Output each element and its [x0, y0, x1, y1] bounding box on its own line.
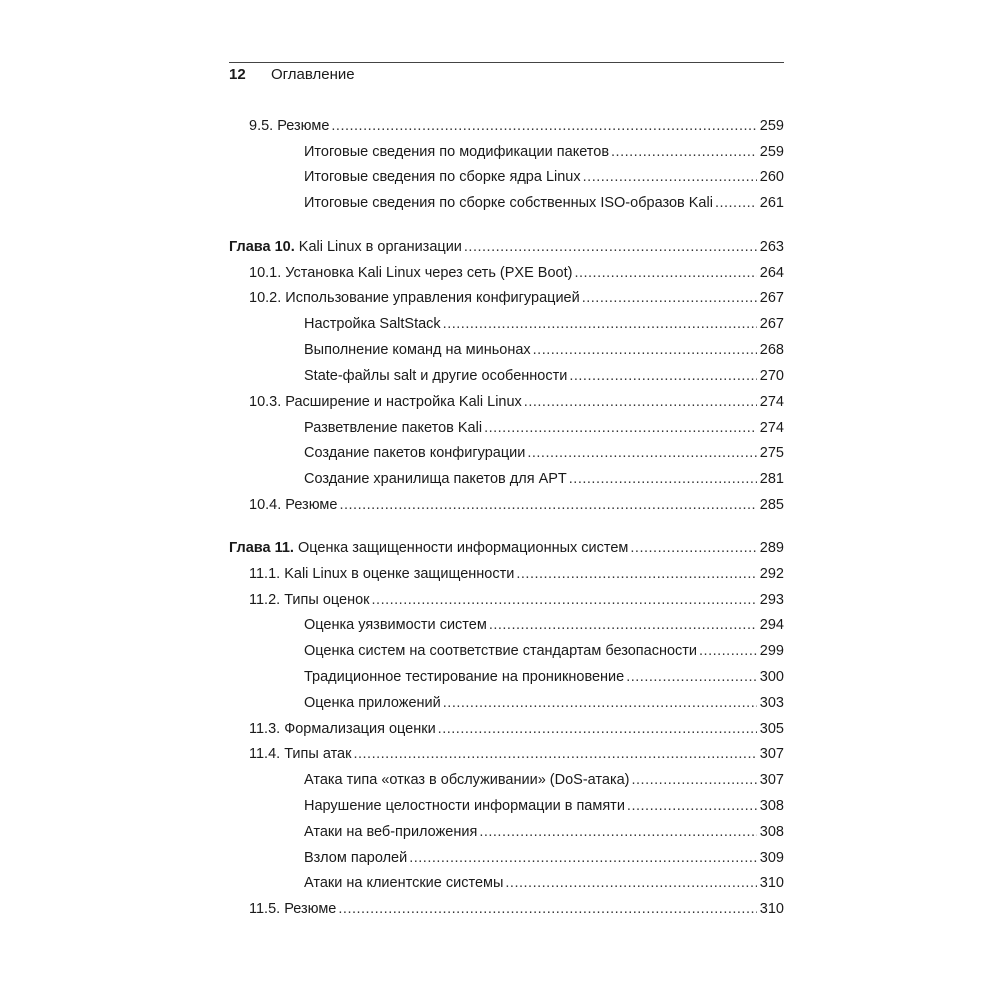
- toc-entry[interactable]: Традиционное тестирование на проникновение ..... 300: [304, 668, 784, 686]
- toc-entry[interactable]: 11.1. Kali Linux в оценке защищенности ..... 292: [249, 565, 784, 583]
- toc-entry[interactable]: Взлом паролей ..... 309: [304, 849, 784, 867]
- toc-entry[interactable]: 11.5. Резюме ..... 310: [249, 900, 784, 918]
- toc-entry[interactable]: Разветвление пакетов Kali ..... 274: [304, 419, 784, 437]
- page-number: 12: [229, 66, 246, 83]
- toc-entry[interactable]: Нарушение целостности информации в памяти ..... 308: [304, 797, 784, 815]
- toc-entry[interactable]: 10.2. Использование управления конфигурацией ..... 267: [249, 289, 784, 307]
- toc-entry[interactable]: Итоговые сведения по модификации пакетов ..... 259: [304, 143, 784, 161]
- toc-entry[interactable]: Атаки на веб-приложения ..... 308: [304, 823, 784, 841]
- chapter-title: Оценка защищенности информационных систем: [297, 540, 629, 556]
- chapter-number: Глава 10.: [229, 239, 295, 255]
- header-rule: [229, 62, 784, 63]
- toc-entry[interactable]: Настройка SaltStack ..... 267: [304, 315, 784, 333]
- toc-entry[interactable]: Атаки на клиентские системы ..... 310: [304, 874, 784, 892]
- toc-entry[interactable]: State-файлы salt и другие особенности ..... 270: [304, 367, 784, 385]
- toc-entry[interactable]: 10.3. Расширение и настройка Kali Linux ..... 274: [249, 393, 784, 411]
- toc-entry[interactable]: 11.2. Типы оценок ..... 293: [249, 591, 784, 609]
- chapter-number: Глава 11.: [229, 540, 294, 556]
- toc-entry[interactable]: 9.5. Резюме ..... 259: [249, 117, 784, 135]
- toc-entry[interactable]: Создание хранилища пакетов для APT ..... 281: [304, 470, 784, 488]
- running-header: [229, 66, 784, 86]
- toc-entry[interactable]: Оценка систем на соответствие стандартам безопасности ..... 299: [304, 642, 784, 660]
- toc-entry[interactable]: Выполнение команд на миньонах ..... 268: [304, 341, 784, 359]
- toc-entry[interactable]: Оценка уязвимости систем ..... 294: [304, 616, 784, 634]
- toc-entry[interactable]: Создание пакетов конфигурации ..... 275: [304, 444, 784, 462]
- toc-entry[interactable]: Оценка приложений ..... 303: [304, 694, 784, 712]
- chapter-title: Kali Linux в организации: [298, 239, 462, 255]
- toc-entry[interactable]: Итоговые сведения по сборке собственных ISO-образов Kali ..... 261: [304, 194, 784, 212]
- toc-entry[interactable]: 11.3. Формализация оценки ..... 305: [249, 720, 784, 738]
- toc-entry[interactable]: 11.4. Типы атак ..... 307: [249, 745, 784, 763]
- toc-chapter-entry[interactable]: Глава 11. Оценка защищенности информационных систем ..... 289: [229, 539, 784, 557]
- toc-entry[interactable]: Итоговые сведения по сборке ядра Linux ..... 260: [304, 168, 784, 186]
- toc-entry[interactable]: 10.4. Резюме ..... 285: [249, 496, 784, 514]
- toc-entry[interactable]: 10.1. Установка Kali Linux через сеть (PXE Boot) ..... 264: [249, 264, 784, 282]
- toc-entry[interactable]: Атака типа «отказ в обслуживании» (DoS-атака) ..... 307: [304, 771, 784, 789]
- toc-chapter-entry[interactable]: Глава 10. Kali Linux в организации ..... 263: [229, 238, 784, 256]
- running-title: Оглавление: [271, 66, 355, 83]
